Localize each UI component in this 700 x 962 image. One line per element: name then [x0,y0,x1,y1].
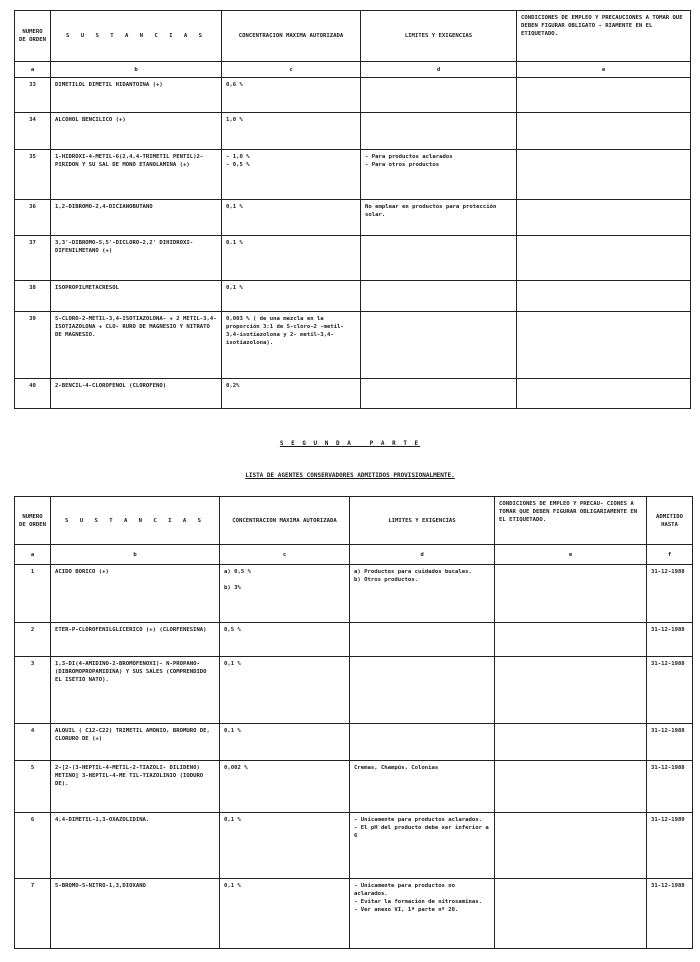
row-condiciones [495,623,647,657]
row-num: 1 [15,565,51,623]
row-num: 38 [15,281,51,312]
letter-f: f [647,545,693,565]
row-concentracion: 0,1 % [220,813,350,879]
letter-d: d [350,545,495,565]
row-num: 2 [15,623,51,657]
table-row [15,813,693,879]
row-limites [361,78,517,113]
row-condiciones [517,113,691,150]
row-num: 37 [15,236,51,281]
row-sustancia: DIMETILOL DIMETIL HIDANTOINA (+) [51,78,222,113]
row-concentracion: 0,003 % ( de una mezcla en la proporción 3:1 de 5-cloro-2 -metil-3,4-isotiazolona y 2- metil-3,4-isotiazolona). [222,312,361,379]
row-limites [361,236,517,281]
row-concentracion: 0,2% [222,379,361,409]
row-sustancia: 2-BENCIL-4-CLOROFENOL (CLOROFENO) [51,379,222,409]
row-admitido: 31-12-1988 [647,565,693,623]
letter-b: b [51,62,222,78]
row-sustancia: ALCOHOL BENCILICO (+) [51,113,222,150]
header-sustancias: S U S T A N C I A S [51,11,222,62]
table-row [15,236,691,281]
row-concentracion: 0,1 % [222,200,361,236]
table-row [15,312,691,379]
row-num: 4 [15,724,51,761]
row-concentracion: 0,1 % [222,281,361,312]
row-concentracion: 0,6 % [222,78,361,113]
row-condiciones [495,724,647,761]
row-concentracion: 0.1 % [222,236,361,281]
row-limites [350,657,495,724]
row-concentracion: a) 0,5 % b) 3% [220,565,350,623]
table-row [15,113,691,150]
row-condiciones [517,281,691,312]
header-limites: LIMITES Y EXIGENCIAS [361,11,517,62]
table-row [15,200,691,236]
row-concentracion: 0,5 % [220,623,350,657]
row-sustancia: 4,4-DIMETIL-1,3-OXAZOLIDINA. [51,813,220,879]
row-admitido: 31-12-1988 [647,761,693,813]
row-limites: Cremas, Champús, Colonias [350,761,495,813]
row-condiciones [495,761,647,813]
table-row [15,623,693,657]
table-row [15,761,693,813]
row-admitido: 31-12-1988 [647,623,693,657]
header-condiciones: CONDICIONES DE EMPLEO Y PRECAUCIONES A TOMAR QUE DEBEN FIGURAR OBLIGATO - RIAMENTE EN EL ETIQUETADO. [517,11,691,62]
letter-e: e [517,62,691,78]
row-sustancia: ETER-P-CLOROFENILGLICERICO (+) (CLORFENESINA) [51,623,220,657]
part1-table [14,10,691,409]
row-concentracion: 1,0 % [222,113,361,150]
header-numero: NUMERO DE ORDEN [15,497,51,545]
row-condiciones [517,78,691,113]
part2-title: S E G U N D A P A R T E [279,440,421,447]
header-numero: NUMERO DE ORDEN [15,11,51,62]
row-limites [361,379,517,409]
row-limites: - Unicamente para productos aclarados. - El pH del producto debe ser inferior a 6 [350,813,495,879]
row-num: 5 [15,761,51,813]
row-condiciones [517,236,691,281]
row-limites: a) Productos para cuidados bucales. b) Otros productos. [350,565,495,623]
table-row [15,879,693,949]
part2-subtitle: LISTA DE AGENTES CONSERVADORES ADMITIDOS PROVISIONALMENTE. [245,472,455,479]
row-limites [350,623,495,657]
row-sustancia: 5-BROMO-5-NITRO-1,3,DIOXANO [51,879,220,949]
letter-a: a [15,545,51,565]
row-sustancia: 2-[2-(3-HEPTIL-4-METIL-2-TIAZOLI- DILIDENO) METINO] 3-HEPTIL-4-ME TIL-TIAZOLINIO (IODURO DE). [51,761,220,813]
header-limites: LIMITES Y EXIGENCIAS [350,497,495,545]
row-sustancia: 1,3-DI(4-AMIDINO-2-BROMOFENOXI)- N-PROPANO-(DIBROMOPROPAMIDINA) Y SUS SALES (COMPRENDIDO EL ISETIO NATO). [51,657,220,724]
table-row [15,78,691,113]
table-row [15,657,693,724]
row-num: 39 [15,312,51,379]
table-row [15,724,693,761]
row-limites: - Para productos aclarados - Para otros productos [361,150,517,200]
row-num: 36 [15,200,51,236]
row-concentracion: - 1,0 % - 0,5 % [222,150,361,200]
row-admitido: 31-12-1988 [647,657,693,724]
row-sustancia: 3,3'-DIBROMO-5,5'-DICLORO-2,2' DIHIDROXI-DIFENILMETANO (+) [51,236,222,281]
letter-c: c [220,545,350,565]
row-limites [361,312,517,379]
row-limites [361,113,517,150]
letter-c: c [222,62,361,78]
header-concentracion: CONCENTRACION MAXIMA AUTORIZADA [220,497,350,545]
header-admitido: ADMITIDO HASTA [647,497,693,545]
row-limites: - Unicamente para productos no aclarados. - Evitar la formación de nitrosaminas. - Ver anexo VI, 1ª parte nº 20. [350,879,495,949]
letter-e: e [495,545,647,565]
row-limites: No emplear en productos para protección solar. [361,200,517,236]
row-admitido: 31-12-1988 [647,879,693,949]
row-concentracion: 0,1 % [220,724,350,761]
row-condiciones [495,657,647,724]
row-condiciones [517,150,691,200]
header-concentracion: CONCENTRACION MAXIMA AUTORIZADA [222,11,361,62]
row-condiciones [517,312,691,379]
table-row [15,565,693,623]
row-condiciones [495,813,647,879]
row-sustancia: 1-HIDROXI-4-METIL-6(2,4,4-TRIMETIL PENTIL)2-PIRIDON Y SU SAL DE MONO ETANOLAMINA (+) [51,150,222,200]
row-condiciones [495,565,647,623]
header-condiciones: CONDICIONES DE EMPLEO Y PRECAU- CIONES A TOMAR QUE DEBEN FIGURAR OBLIGARIAMENTE EN EL ETIQUETADO. [495,497,647,545]
row-concentracion: 0,1 % [220,879,350,949]
header-sustancias: S U S T A N C I A S [51,497,220,545]
row-num: 6 [15,813,51,879]
row-sustancia: 5-CLORO-2-METIL-3,4-ISOTIAZOLONA- + 2 METIL-3,4-ISOTIAZOLONA + CLO- RURO DE MAGNESIO Y NITRATO DE MAGNESIO. [51,312,222,379]
row-sustancia: ISOPROPILMETACRESOL [51,281,222,312]
row-sustancia: ACIDO BORICO (+) [51,565,220,623]
row-sustancia: 1,2-DIBROMO-2,4-DICIANOBUTANO [51,200,222,236]
row-num: 34 [15,113,51,150]
letter-a: a [15,62,51,78]
row-concentracion: 0,1 % [220,657,350,724]
table-row [15,150,691,200]
row-limites [361,281,517,312]
row-condiciones [517,379,691,409]
row-num: 33 [15,78,51,113]
part2-table [14,496,693,949]
letter-d: d [361,62,517,78]
row-num: 40 [15,379,51,409]
table-row [15,281,691,312]
row-admitido: 31-12-1988 [647,724,693,761]
row-num: 3 [15,657,51,724]
row-limites [350,724,495,761]
row-sustancia: ALQUIL ( C12-C22) TRIMETIL AMONIO, BROMURO DE, CLORURO DE (+) [51,724,220,761]
row-concentracion: 0,002 % [220,761,350,813]
row-num: 35 [15,150,51,200]
row-num: 7 [15,879,51,949]
row-admitido: 31-12-1989 [647,813,693,879]
letter-b: b [51,545,220,565]
row-condiciones [495,879,647,949]
row-condiciones [517,200,691,236]
table-row [15,379,691,409]
